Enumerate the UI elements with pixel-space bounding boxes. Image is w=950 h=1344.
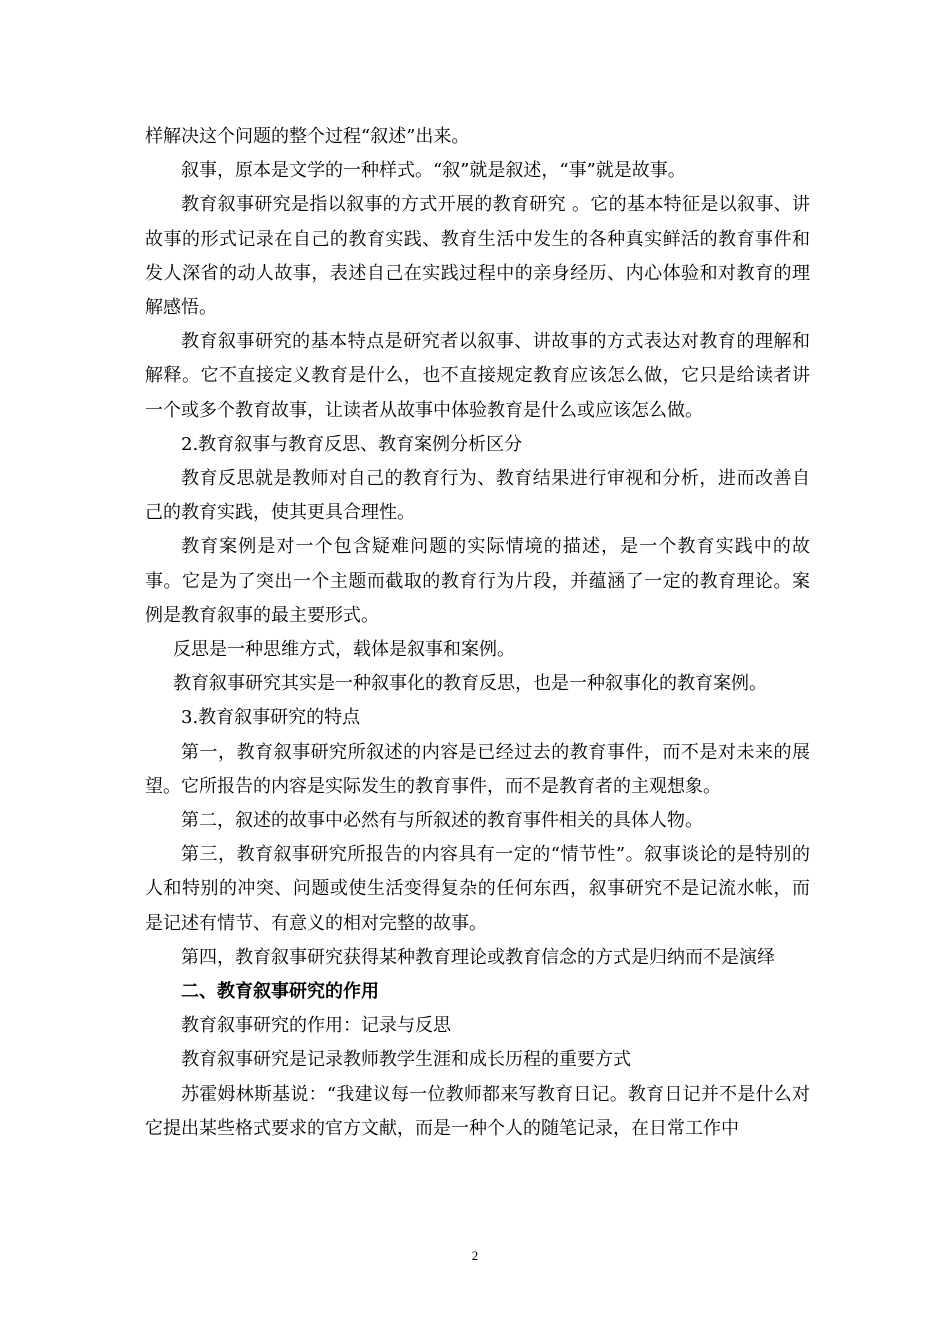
paragraph: 苏霍姆林斯基说：“我建议每一位教师都来写教育日记。教育日记并不是什么对它提出某些格式要求的官方文献，而是一种个人的随笔记录，在日常工作中 xyxy=(145,1083,810,1139)
paragraph: 第三，教育叙事研究所报告的内容具有一定的“情节性”。叙事谈论的是特别的人和特别的冲突、问题或使生活变得复杂的任何东西，叙事研究不是记流水帐，而是记述有情节、有意义的相对完整的故事。 xyxy=(145,844,810,934)
paragraph: 教育案例是对一个包含疑难问题的实际情境的描述，是一个教育实践中的故事。它是为了突出一个主题而截取的教育行为片段，并蕴涵了一定的教育理论。案例是教育叙事的最主要形式。 xyxy=(145,536,810,626)
paragraph: 教育叙事研究的基本特点是研究者以叙事、讲故事的方式表达对教育的理解和解释。它不直接定义教育是什么，也不直接规定教育应该怎么做，它只是给读者讲一个或多个教育故事，让读者从故事中体验教育是什么或应该怎么做。 xyxy=(145,331,810,421)
paragraph: 教育叙事研究其实是一种叙事化的教育反思，也是一种叙事化的教育案例。 xyxy=(173,673,767,695)
paragraph: 叙事，原本是文学的一种样式。“叙”就是叙述，“事”就是故事。 xyxy=(181,160,686,182)
paragraph: 教育叙事研究是指以叙事的方式开展的教育研究 。它的基本特征是以叙事、讲故事的形式记录在自己的教育实践、教育生活中发生的各种真实鲜活的教育事件和发人深省的动人故事，表述自己在实践过程中的亲身经历、内心体验和对教育的理解感悟。 xyxy=(145,194,810,319)
section-heading: 2.教育叙事与教育反思、教育案例分析区分 xyxy=(181,433,523,455)
paragraph: 样解决这个问题的整个过程“叙述”出来。 xyxy=(145,126,470,147)
paragraph: 第一，教育叙事研究所叙述的内容是已经过去的教育事件，而不是对未来的展望。它所报告的内容是实际发生的教育事件，而不是教育者的主观想象。 xyxy=(145,741,810,797)
page-number: 2 xyxy=(471,1248,479,1263)
chapter-heading: 二、教育叙事研究的作用 xyxy=(181,981,379,1003)
paragraph: 教育反思就是教师对自己的教育行为、教育结果进行审视和分析，进而改善自己的教育实践，使其更具合理性。 xyxy=(145,468,810,524)
paragraph: 第四，教育叙事研究获得某种教育理论或教育信念的方式是归纳而不是演绎 xyxy=(181,946,775,968)
paragraph: 教育叙事研究的作用：记录与反思 xyxy=(181,1015,451,1037)
document-body xyxy=(145,120,810,1146)
paragraph: 反思是一种思维方式，载体是叙事和案例。 xyxy=(173,639,515,661)
paragraph: 第二，叙述的故事中必然有与所叙述的教育事件相关的具体人物。 xyxy=(181,810,703,832)
paragraph: 教育叙事研究是记录教师教学生涯和成长历程的重要方式 xyxy=(181,1049,631,1071)
section-heading: 3.教育叙事研究的特点 xyxy=(181,707,361,729)
